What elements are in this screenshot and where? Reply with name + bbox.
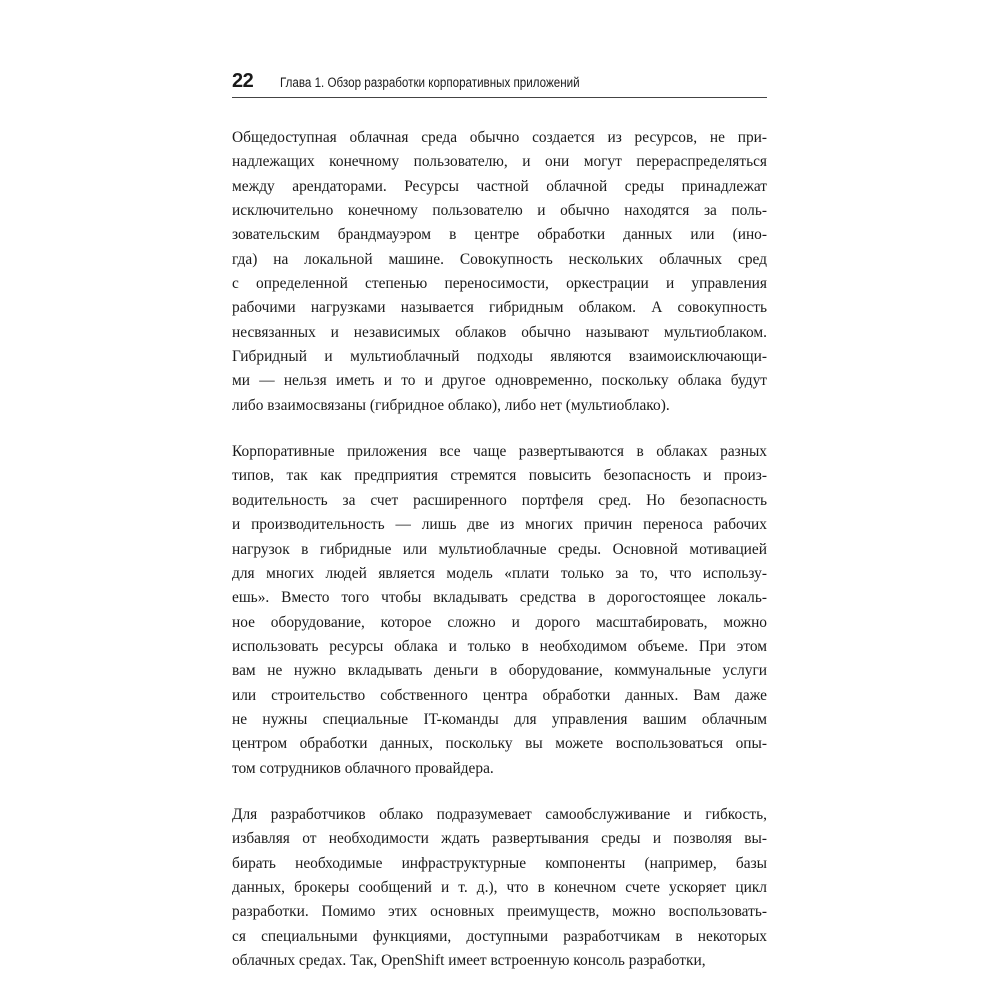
text-line: с определенной степенью переносимости, оркестрации и управления: [232, 275, 767, 293]
text-line: зовательским брандмауэром в центре обработки данных или (ино-: [232, 226, 767, 244]
text-line: разработки. Помимо этих основных преимуществ, можно воспользовать-: [232, 903, 767, 921]
text-line: нагрузок в гибридные или мультиоблачные среды. Основной мотивацией: [232, 540, 767, 558]
text-line: типов, так как предприятия стремятся повысить безопасность и произ-: [232, 467, 767, 485]
text-line: Для разработчиков облако подразумевает самообслуживание и гибкость,: [232, 805, 767, 823]
text-line: центром обработки данных, поскольку вы можете воспользоваться опы-: [232, 735, 767, 753]
text-line: водительность за счет расширенного портфеля сред. Но безопасность: [232, 491, 767, 509]
paragraph-1: [232, 126, 767, 418]
text-line: ми — нельзя иметь и то и другое одновременно, поскольку облака будут: [232, 372, 767, 390]
text-line: гда) на локальной машине. Совокупность нескольких облачных сред: [232, 250, 767, 268]
text-line: Корпоративные приложения все чаще развертываются в облаках разных: [232, 443, 767, 461]
text-line: Гибридный и мультиоблачный подходы являются взаимоисключающи-: [232, 348, 767, 366]
text-line: и производительность — лишь две из многих причин переноса рабочих: [232, 516, 767, 534]
chapter-title: Глава 1. Обзор разработки корпоративных приложений: [280, 75, 580, 90]
text-line: или строительство собственного центра обработки данных. Вам даже: [232, 686, 767, 704]
paragraph-3: [232, 803, 767, 973]
text-line: ся специальными функциями, доступными разработчикам в некоторых: [232, 927, 767, 945]
text-line: несвязанных и независимых облаков обычно называют мультиоблаком.: [232, 323, 767, 341]
text-line: данных, брокеры сообщений и т. д.), что в конечном счете ускоряет цикл: [232, 878, 767, 896]
body-text: [232, 126, 767, 995]
text-line: использовать ресурсы облака и только в необходимом объеме. При этом: [232, 637, 767, 655]
text-line: для многих людей является модель «плати только за то, что использу-: [232, 564, 767, 582]
running-header: [232, 70, 767, 98]
text-line: том сотрудников облачного провайдера.: [232, 759, 494, 777]
text-line: между арендаторами. Ресурсы частной облачной среды принадлежат: [232, 177, 767, 195]
paragraph-2: [232, 440, 767, 781]
page-number: 22: [232, 70, 254, 92]
text-line: облачных средах. Так, OpenShift имеет встроенную консоль разработки,: [232, 952, 706, 969]
text-line: Общедоступная облачная среда обычно создается из ресурсов, не при-: [232, 129, 767, 146]
text-line: вам не нужно вкладывать деньги в оборудование, коммунальные услуги: [232, 662, 767, 680]
text-line: избавляя от необходимости ждать развертывания среды и позволяя вы-: [232, 830, 767, 848]
text-line: либо взаимосвязаны (гибридное облако), либо нет (мультиоблако).: [232, 396, 670, 414]
text-line: ешь». Вместо того чтобы вкладывать средства в дорогостоящее локаль-: [232, 589, 767, 607]
text-line: рабочими нагрузками называется гибридным облаком. А совокупность: [232, 299, 767, 317]
text-line: бирать необходимые инфраструктурные компоненты (например, базы: [232, 854, 767, 872]
text-line: надлежащих конечному пользователю, и они могут перераспределяться: [232, 153, 767, 171]
text-line: исключительно конечному пользователю и обычно находятся за поль-: [232, 202, 767, 220]
text-line: не нужны специальные IT-команды для управления вашим облачным: [232, 710, 767, 728]
text-line: ное оборудование, которое сложно и дорого масштабировать, можно: [232, 613, 767, 631]
